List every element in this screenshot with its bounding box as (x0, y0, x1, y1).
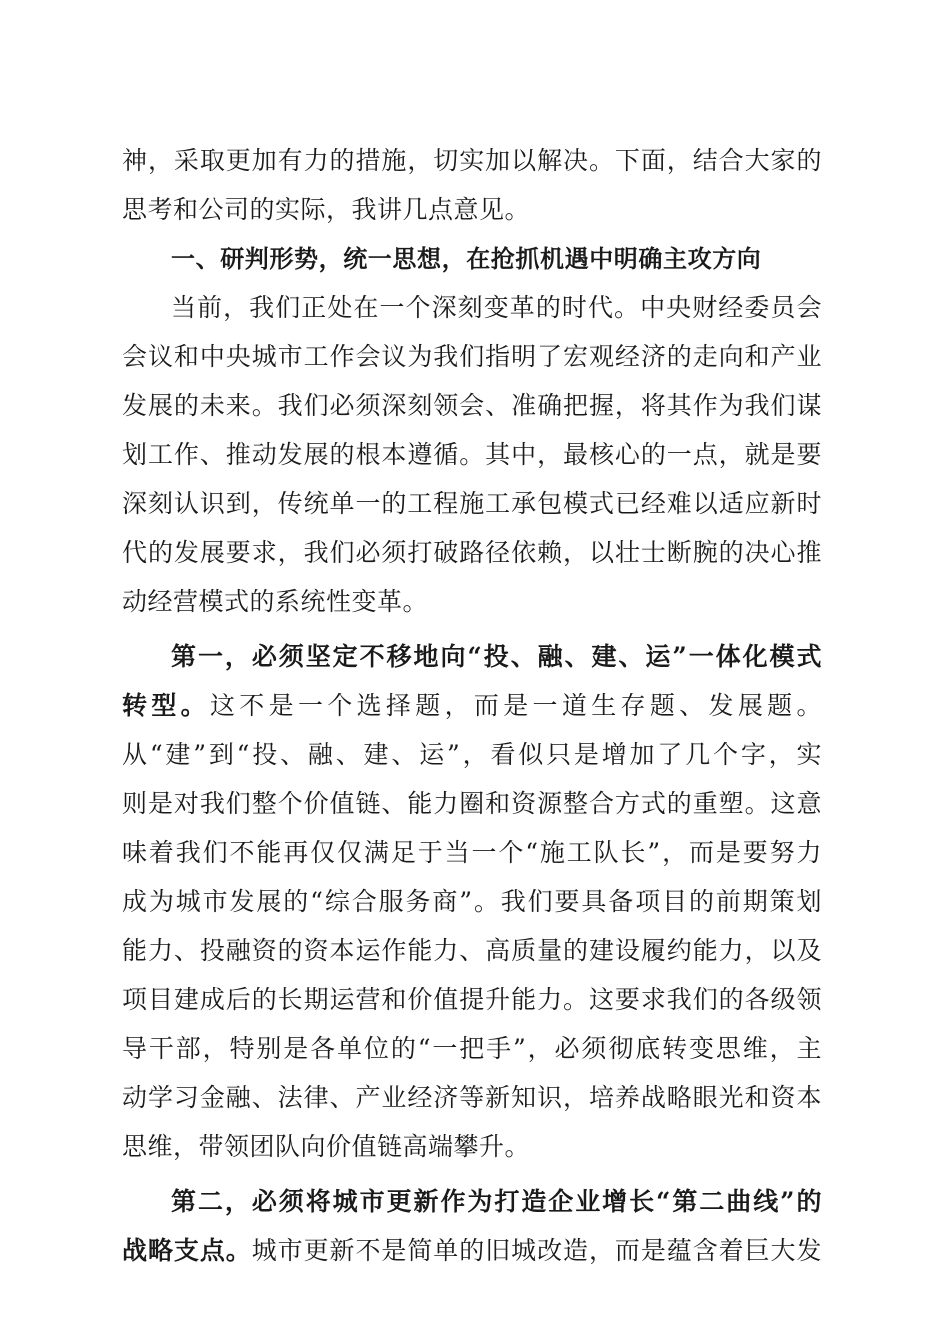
paragraph-first-line (171, 634, 822, 680)
body-text-line (122, 1228, 822, 1274)
bold-lead-text: 第一，必须坚定不移地向“投、融、建、运”一体化模式 (171, 642, 822, 671)
body-text-line (122, 977, 822, 1023)
line-text: 会议和中央城市工作会议为我们指明了宏观经济的走向和产业 (122, 342, 822, 371)
line-text: 发展的未来。我们必须深刻领会、准确把握，将其作为我们谋 (122, 391, 822, 420)
body-text-line (122, 530, 822, 576)
line-text: 神，采取更加有力的措施，切实加以解决。下面，结合大家的 (122, 146, 822, 175)
body-text-line (122, 481, 822, 527)
line-text: 动经营模式的系统性变革。 (122, 587, 429, 616)
line-text: 能力、投融资的资本运作能力、高质量的建设履约能力，以及 (122, 936, 822, 965)
body-text-line (122, 879, 822, 925)
paragraph-first-line (171, 285, 822, 331)
body-text-line (122, 138, 822, 184)
section-heading (171, 236, 822, 282)
body-text-line (122, 683, 822, 729)
line-text: 这不是一个选择题，而是一道生存题、发展题。 (209, 691, 822, 720)
bold-lead-text: 第二，必须将城市更新作为打造企业增长“第二曲线”的 (171, 1187, 822, 1216)
line-text: 代的发展要求，我们必须打破路径依赖，以壮士断腕的决心推 (122, 538, 822, 567)
line-text: 则是对我们整个价值链、能力圈和资源整合方式的重塑。这意 (122, 789, 822, 818)
line-text: 项目建成后的长期运营和价值提升能力。这要求我们的各级领 (122, 985, 822, 1014)
bold-lead-text: 转型。 (122, 691, 210, 720)
line-text: 动学习金融、法律、产业经济等新知识，培养战略眼光和资本 (122, 1083, 822, 1112)
line-text: 从“建”到“投、融、建、运”，看似只是增加了几个字，实 (122, 740, 822, 769)
paragraph-first-line (171, 1179, 822, 1225)
line-text: 城市更新不是简单的旧城改造，而是蕴含着巨大发 (251, 1236, 822, 1265)
body-text-line (122, 781, 822, 827)
body-text-line (122, 432, 822, 478)
body-text-line (122, 830, 822, 876)
line-text: 思维，带领团队向价值链高端攀升。 (122, 1132, 531, 1161)
line-text: 导干部，特别是各单位的“一把手”，必须彻底转变思维，主 (122, 1034, 822, 1063)
line-text: 深刻认识到，传统单一的工程施工承包模式已经难以适应新时 (122, 489, 822, 518)
bold-lead-text: 战略支点。 (122, 1236, 252, 1265)
body-text-line (122, 383, 822, 429)
body-text-line (122, 732, 822, 778)
heading-text: 一、研判形势，统一思想，在抢抓机遇中明确主攻方向 (171, 245, 762, 273)
line-text: 成为城市发展的“综合服务商”。我们要具备项目的前期策划 (122, 887, 822, 916)
line-text: 思考和公司的实际，我讲几点意见。 (122, 195, 531, 224)
line-text: 划工作、推动发展的根本遵循。其中，最核心的一点，就是要 (122, 440, 822, 469)
line-text: 当前，我们正处在一个深刻变革的时代。中央财经委员会 (171, 293, 822, 322)
body-text-line (122, 579, 822, 625)
body-text-line (122, 1124, 822, 1170)
body-text-line (122, 1026, 822, 1072)
line-text: 味着我们不能再仅仅满足于当一个“施工队长”，而是要努力 (122, 838, 822, 867)
body-text-line (122, 928, 822, 974)
body-text-line (122, 1075, 822, 1121)
body-text-line (122, 334, 822, 380)
body-text-line (122, 187, 822, 233)
